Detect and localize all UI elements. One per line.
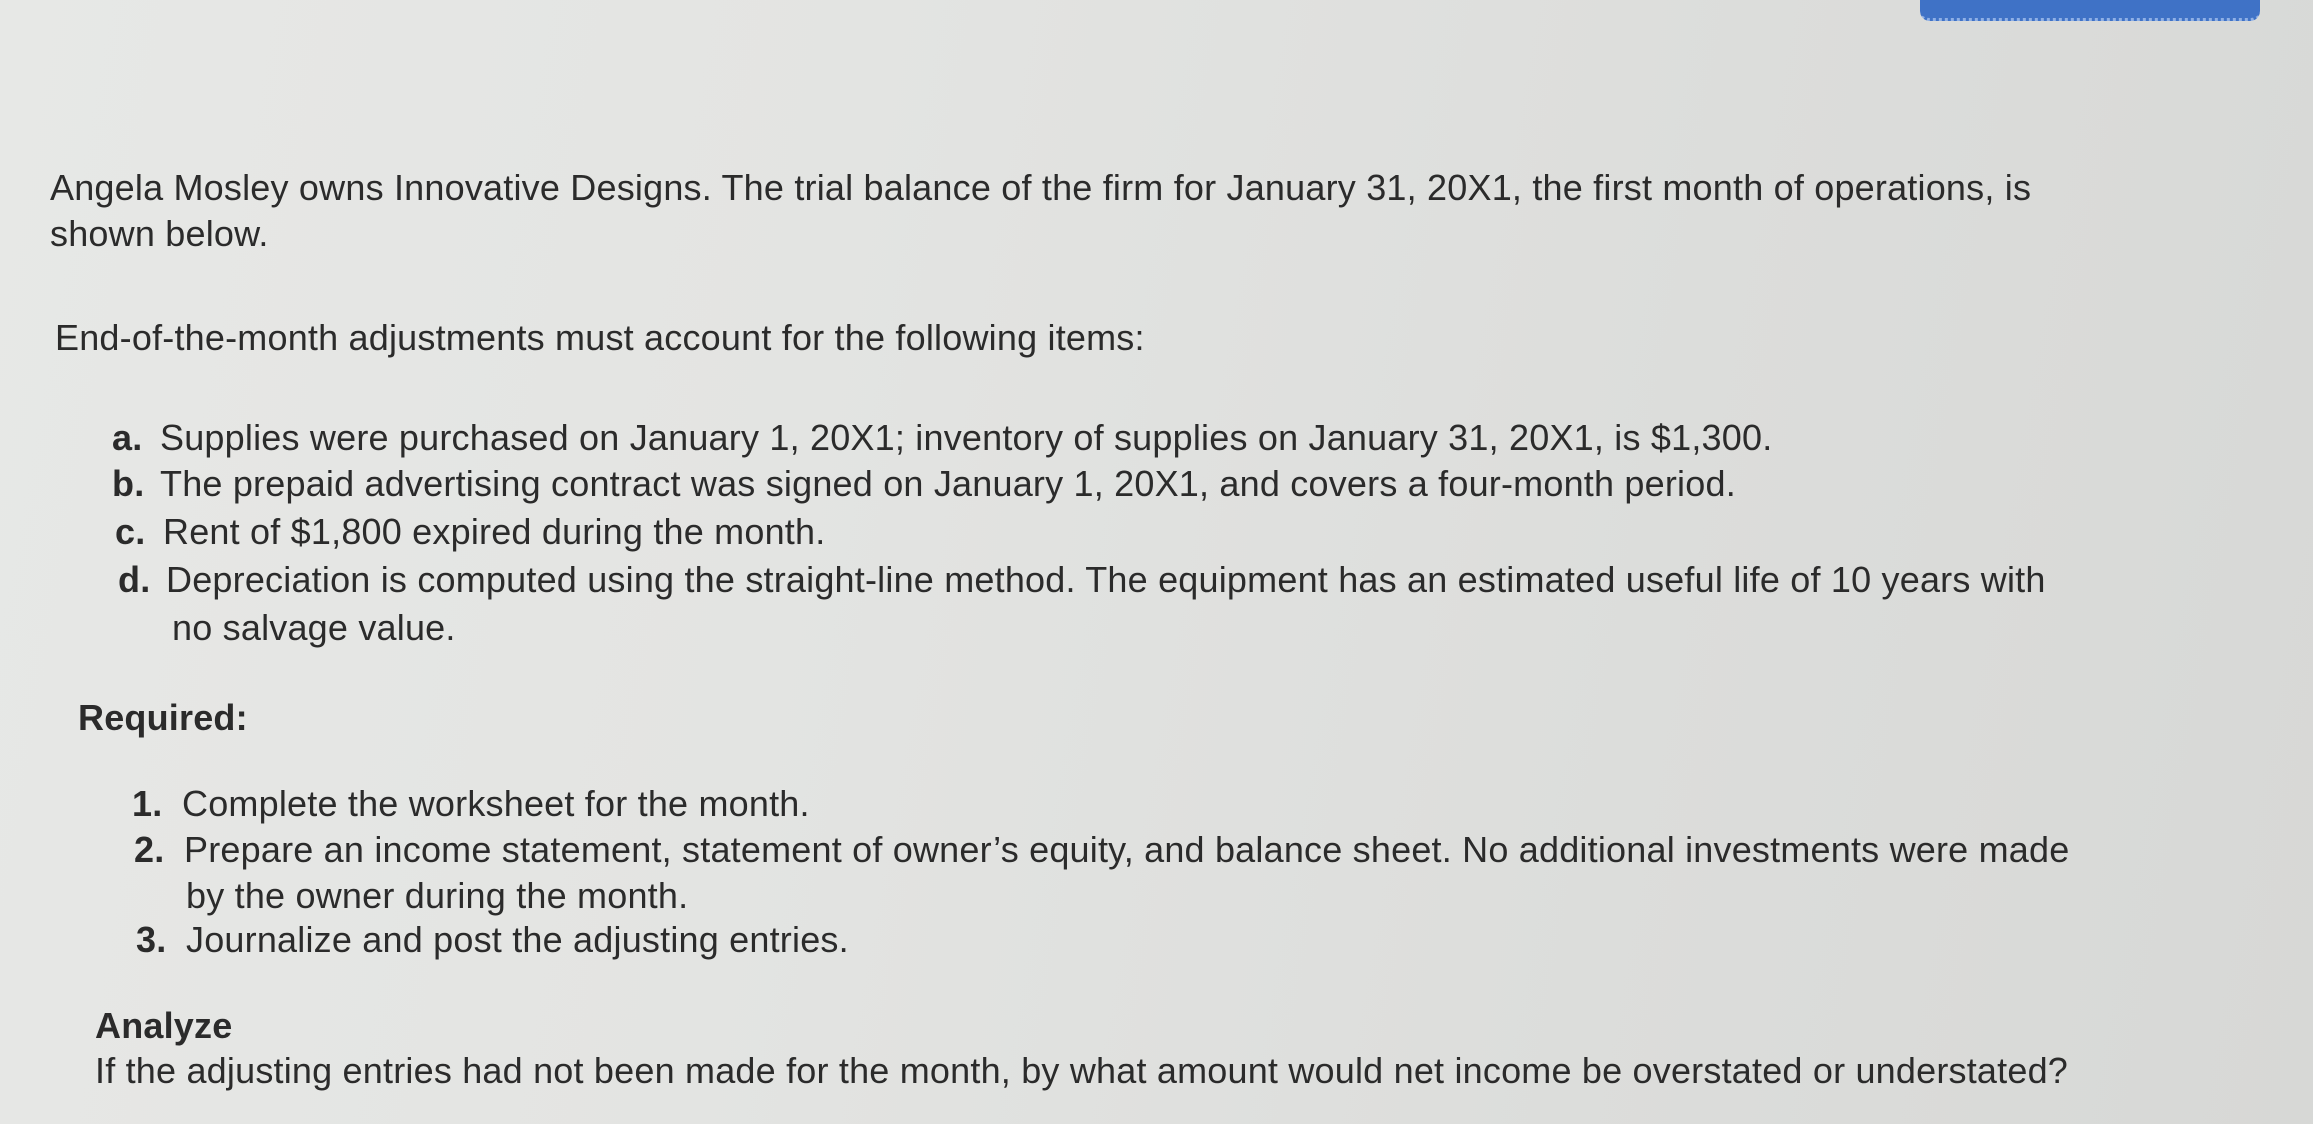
- analyze-heading: Analyze: [95, 1005, 233, 1046]
- adjustment-item-c: [115, 510, 825, 554]
- required-item-3: [136, 918, 849, 962]
- required-text: Complete the worksheet for the month.: [182, 783, 810, 824]
- adjustment-item-a: [112, 416, 1772, 460]
- required-heading: Required:: [78, 697, 248, 738]
- required-item-1: [132, 782, 810, 826]
- adjustment-text: Depreciation is computed using the straight-line method. The equipment has an estimated useful life of 10 years with: [166, 559, 2046, 600]
- adjustments-heading: End-of-the-month adjustments must account for the following items:: [55, 317, 1145, 358]
- list-marker: 2.: [134, 829, 165, 870]
- list-marker: d.: [118, 559, 151, 600]
- analyze-question: If the adjusting entries had not been made for the month, by what amount would net income be overstated or understated?: [95, 1050, 2069, 1091]
- adjustment-text: The prepaid advertising contract was signed on January 1, 20X1, and covers a four-month period.: [160, 463, 1736, 504]
- list-marker: c.: [115, 511, 146, 552]
- list-marker: a.: [112, 417, 143, 458]
- adjustment-text: Rent of $1,800 expired during the month.: [163, 511, 826, 552]
- adjustment-item-d: [118, 558, 2046, 602]
- required-item-2: [134, 828, 2069, 872]
- intro-line-1: Angela Mosley owns Innovative Designs. The trial balance of the firm for January 31, 20X1, the first month of operations, is: [50, 167, 2032, 208]
- list-marker: 1.: [132, 783, 163, 824]
- required-text: Prepare an income statement, statement of owner’s equity, and balance sheet. No additional investments were made: [184, 829, 2070, 870]
- adjustment-item-b: [112, 462, 1736, 506]
- intro-line-2: shown below.: [50, 213, 269, 254]
- required-text: Journalize and post the adjusting entries.: [186, 919, 849, 960]
- list-marker: 3.: [136, 919, 167, 960]
- adjustment-text: Supplies were purchased on January 1, 20X1; inventory of supplies on January 31, 20X1, is $1,300.: [160, 417, 1773, 458]
- list-marker: b.: [112, 463, 145, 504]
- adjustment-item-d-continuation: no salvage value.: [172, 607, 456, 648]
- required-item-2-continuation: by the owner during the month.: [186, 875, 689, 916]
